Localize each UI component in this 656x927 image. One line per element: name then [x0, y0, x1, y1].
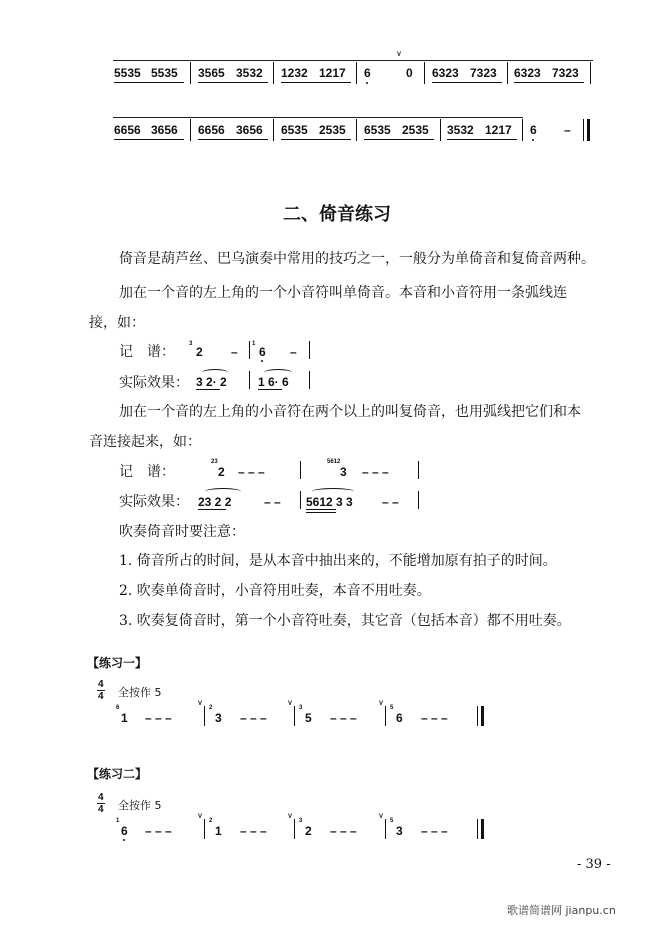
barline [522, 119, 523, 141]
label-effect: 实际效果： [119, 494, 189, 510]
main-note: 3 [215, 711, 222, 725]
slur-arc [312, 488, 354, 495]
main-note: 5 [305, 711, 312, 725]
section-title: 二、倚音练习 [283, 204, 391, 225]
paragraph-single-grace: 加在一个音的左上角的一个小音符叫单倚音。本音和小音符用一条弧线连 [119, 285, 567, 301]
barline [249, 371, 250, 389]
phrase-slur-line [113, 117, 523, 118]
low-octave-dot [532, 139, 534, 141]
main-note: 6 [396, 711, 403, 725]
underline [447, 139, 517, 140]
page-number: - 39 - [577, 857, 611, 872]
grace-note: 5 [390, 705, 394, 711]
paragraph-intro: 倚音是葫芦丝、巴乌演奏中常用的技巧之一，一般分为单倚音和复倚音两种。 [119, 251, 595, 267]
note-group: 1232 [281, 66, 308, 80]
note-group: 6535 [364, 123, 391, 137]
grace-note: 6 [116, 705, 120, 711]
underline [281, 82, 351, 83]
dash: – [290, 345, 297, 359]
fingering-label: 全按作 5 [118, 686, 162, 699]
effect-measure: 23 2 2 [198, 495, 232, 509]
barline [440, 119, 441, 141]
breath-mark: V [288, 701, 293, 707]
final-barline [481, 819, 484, 839]
note-group: 6 [364, 66, 371, 80]
note-group: 3532 [447, 123, 474, 137]
note-item-3: 3. 吹奏复倚音时，第一个小音符吐奏，其它音（包括本音）都不用吐奏。 [119, 613, 571, 629]
note-group: 6656 [114, 123, 141, 137]
main-note: 2 [305, 824, 312, 838]
breath-mark: V [379, 814, 384, 820]
note-group: 3656 [151, 123, 178, 137]
barline [385, 706, 386, 726]
grace-note: 1 [252, 341, 256, 347]
note-group: 3565 [198, 66, 225, 80]
underline [364, 139, 434, 140]
low-octave-dot [366, 82, 368, 84]
grace-note: 3 [299, 818, 303, 824]
underline [306, 509, 336, 510]
barline [204, 819, 205, 839]
main-note: 6 [121, 824, 128, 838]
label-notation: 记 谱： [119, 464, 175, 480]
time-signature-bottom: 4 [98, 804, 104, 815]
rests: – – – [421, 824, 448, 838]
note-group: 7323 [552, 66, 579, 80]
main-note: 2 [218, 465, 225, 479]
barline [294, 819, 295, 839]
exercise-label: 【练习一】 [87, 656, 148, 670]
breath-mark: V [198, 701, 203, 707]
main-note: 2 [196, 345, 203, 359]
rests: – – – [240, 711, 267, 725]
exercise-label: 【练习二】 [87, 767, 148, 781]
grace-note: 1 [116, 818, 120, 824]
dash: – [231, 345, 238, 359]
barline [424, 62, 425, 84]
barline [309, 371, 310, 389]
note-group: 6323 [432, 66, 459, 80]
breath-mark: V [288, 814, 293, 820]
note-group: 7323 [470, 66, 497, 80]
underline [514, 82, 584, 83]
underline [198, 509, 226, 510]
main-note: 3 [396, 824, 403, 838]
grace-notes: 23 [211, 459, 218, 465]
phrase-slur-line [113, 60, 593, 61]
barline [190, 62, 191, 84]
barline [249, 341, 250, 359]
breath-mark: V [379, 701, 384, 707]
note-group: 3656 [236, 123, 263, 137]
note-item-2: 2. 吹奏单倚音时，小音符用吐奏，本音不用吐奏。 [119, 583, 431, 599]
barline [300, 461, 301, 479]
grace-note: 2 [209, 705, 213, 711]
low-octave-dot [261, 360, 263, 362]
barline [356, 62, 357, 84]
dash: – [564, 123, 571, 137]
note-group: 5535 [114, 66, 141, 80]
underline [258, 389, 282, 390]
note-group: 3532 [236, 66, 263, 80]
breath-mark: V [397, 52, 402, 58]
note-group: 6323 [514, 66, 541, 80]
final-barline [481, 706, 484, 726]
underline [432, 82, 502, 83]
grace-note: 3 [299, 705, 303, 711]
rests: – – – [145, 711, 172, 725]
time-signature-top: 4 [98, 679, 104, 690]
paragraph-compound-grace-cont: 音连接起来，如： [89, 434, 201, 450]
barline [418, 491, 419, 509]
main-note: 1 [121, 711, 128, 725]
grace-note: 2 [209, 818, 213, 824]
barline [477, 819, 478, 839]
effect-measure: 3 2· 2 [196, 375, 227, 389]
underline [306, 512, 336, 513]
notes-intro: 吹奏倚音时要注意： [119, 524, 245, 540]
grace-notes: 5612 [327, 459, 341, 465]
final-barline [587, 119, 590, 141]
watermark: 歌谱简谱网 jianpu.cn [507, 904, 616, 917]
slur-arc [205, 488, 241, 495]
grace-note: 5 [390, 818, 394, 824]
rests: – – – [145, 824, 172, 838]
note-item-1: 1. 倚音所占的时间，是从本音中抽出来的，不能增加原有拍子的时间。 [119, 553, 557, 569]
main-note: 1 [215, 824, 222, 838]
time-signature-bottom: 4 [98, 691, 104, 702]
barline [190, 119, 191, 141]
rests: – – – [240, 824, 267, 838]
rests: – – – [421, 711, 448, 725]
label-effect: 实际效果： [119, 375, 189, 391]
barline [590, 62, 591, 84]
paragraph-compound-grace: 加在一个音的左上角的小音符在两个以上的叫复倚音，也用弧线把它们和本 [119, 404, 581, 420]
note-group: 6535 [281, 123, 308, 137]
note-group: 1217 [319, 66, 346, 80]
barline [477, 706, 478, 726]
time-signature-top: 4 [98, 792, 104, 803]
note-group: 0 [406, 66, 413, 80]
barline [583, 119, 584, 141]
barline [356, 119, 357, 141]
note-group: 1217 [485, 123, 512, 137]
note-group: 2535 [319, 123, 346, 137]
breath-mark: V [198, 814, 203, 820]
underline [196, 389, 220, 390]
note-group: 5535 [151, 66, 178, 80]
barline [273, 119, 274, 141]
note-group: 2535 [402, 123, 429, 137]
note-group: 6656 [198, 123, 225, 137]
barline [309, 341, 310, 359]
note-group: 6 [530, 123, 537, 137]
rests: – – – [330, 824, 357, 838]
barline [385, 819, 386, 839]
rests: – – – [330, 711, 357, 725]
fingering-label: 全按作 5 [118, 799, 162, 812]
barline [418, 461, 419, 479]
barline [273, 62, 274, 84]
underline [114, 82, 184, 83]
label-notation: 记 谱： [119, 344, 175, 360]
paragraph-single-grace-cont: 接，如： [89, 315, 145, 331]
barline [204, 706, 205, 726]
main-note: 3 [340, 465, 347, 479]
effect-measure: 1 6· 6 [258, 375, 289, 389]
low-octave-dot [123, 839, 125, 841]
barline [300, 491, 301, 509]
barline [294, 706, 295, 726]
dashes: – – [382, 495, 399, 509]
grace-note: 3 [189, 341, 193, 347]
barline [507, 62, 508, 84]
underline [198, 82, 268, 83]
dashes: – – [264, 495, 281, 509]
underline [198, 139, 268, 140]
effect-measure: 5612 3 3 [306, 495, 353, 509]
underline [281, 139, 351, 140]
main-note: 6 [259, 345, 266, 359]
dashes: – – – [238, 465, 265, 479]
underline [114, 139, 184, 140]
dashes: – – – [362, 465, 389, 479]
